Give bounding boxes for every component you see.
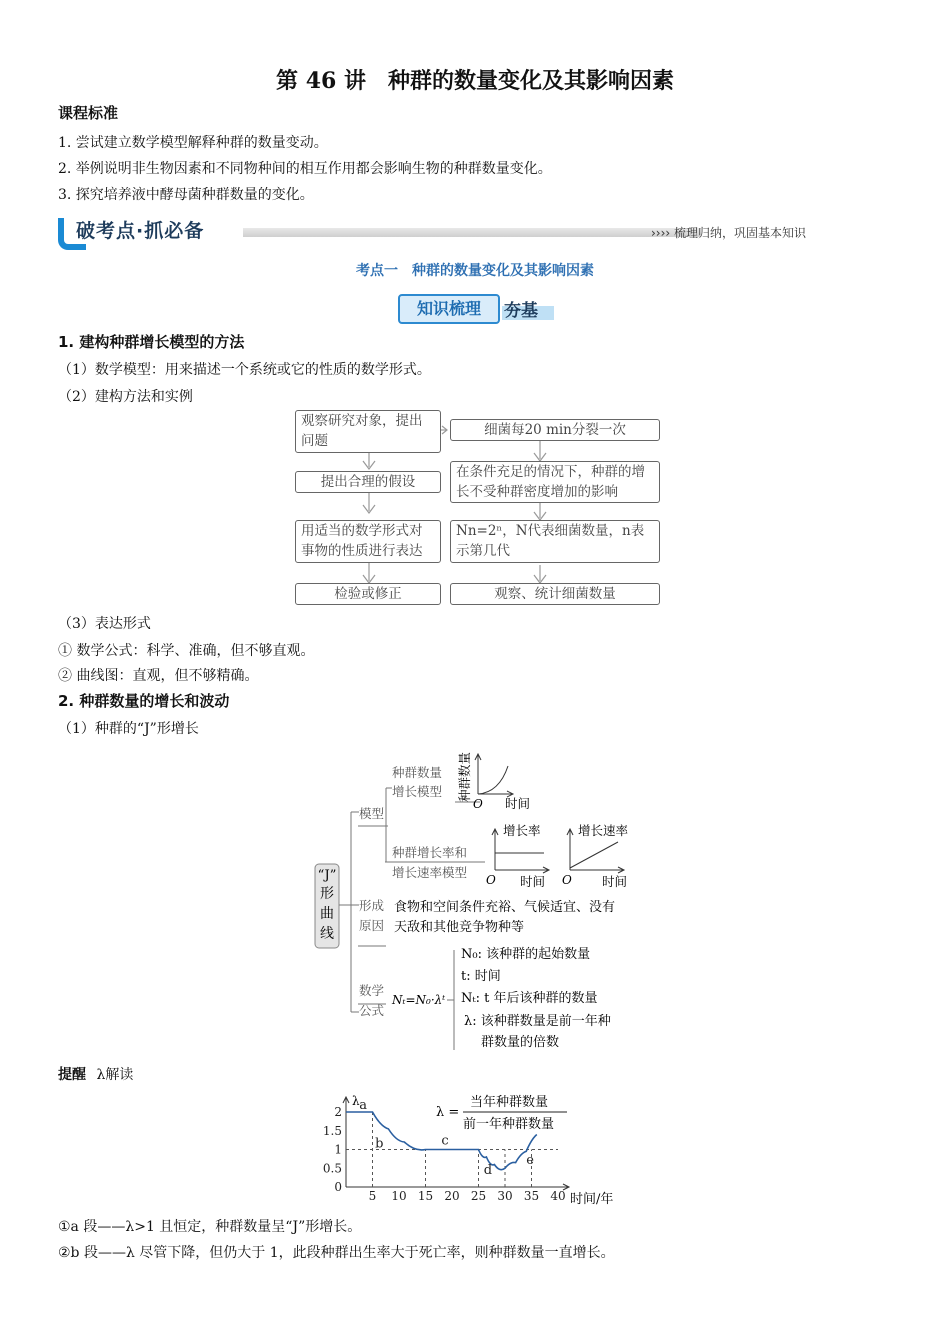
standard-item: 2. 举例说明非生物因素和不同物种间的相互作用都会影响生物的种群数量变化。 (58, 161, 552, 177)
y-tick-label: 0.5 (322, 1161, 342, 1176)
reminder-text: λ解读 (96, 1067, 134, 1083)
section1-p4: ① 数学公式：科学、准确，但不够直观。 (58, 643, 315, 659)
jmap-root: 线 (320, 926, 334, 942)
x-tick-label: 35 (523, 1189, 540, 1203)
x-tick-label: 40 (550, 1189, 566, 1203)
jmap-root: “J” (317, 868, 337, 883)
y-tick-label: 2 (334, 1105, 342, 1119)
y-axis (343, 1097, 349, 1187)
flow-left-4: 检验或修正 (295, 583, 441, 605)
x-tick-label: 30 (497, 1189, 513, 1203)
formula-lhs: λ = (436, 1105, 460, 1120)
standard-item: 3. 探究培养液中酵母菌种群数量的变化。 (58, 187, 314, 203)
x-tick-label: 20 (444, 1189, 460, 1203)
formula-den: 前一年种群数量 (463, 1117, 555, 1132)
chart-ylabel: λ (352, 1094, 360, 1108)
page-title: 第 46 讲 种群的数量变化及其影响因素 (276, 68, 674, 94)
jmap-formula: Nₜ=N₀·λᵗ (392, 993, 446, 1007)
jmap-def: N₀: 该种群的起始数量 (461, 947, 591, 962)
graph2-origin: O (486, 873, 496, 887)
section1-p3: （3）表达形式 (58, 616, 151, 632)
graph1-origin: O (473, 797, 483, 811)
x-tick-label: 15 (417, 1189, 434, 1203)
graph3-ylabel: 增长速率 (578, 823, 629, 838)
jmap-cause: 原因 (359, 918, 385, 933)
jmap-cause-text: 天敌和其他竞争物种等 (394, 920, 525, 935)
jmap-model-a: 种群数量 (392, 765, 443, 780)
section1-p5: ② 曲线图：直观，但不够精确。 (58, 668, 259, 684)
reminder-label: 提醒 (58, 1067, 86, 1083)
x-tick-label: 5 (368, 1189, 377, 1203)
chart-xlabel: 时间/年 (570, 1192, 614, 1207)
standard-item: 1. 尝试建立数学模型解释种群的数量变动。 (58, 135, 328, 151)
formula-num: 当年种群数量 (470, 1095, 549, 1110)
section1-p2: （2）建构方法和实例 (58, 389, 193, 405)
graph1-xlabel: 时间 (505, 796, 531, 811)
jmap-model-a: 增长模型 (392, 784, 443, 799)
graph3-origin: O (562, 873, 572, 887)
segment-label: c (441, 1133, 449, 1149)
jmap-model-b: 种群增长率和 (392, 845, 468, 860)
flow-right-3: Nn=2ⁿ，N代表细菌数量，n表示第几代 (450, 520, 660, 563)
jmap-cause-text: 食物和空间条件充裕、气候适宜、没有 (394, 900, 616, 915)
jmap-formula-label: 数学 (359, 983, 385, 998)
graph2-xlabel: 时间 (520, 874, 546, 889)
segment-label: a (359, 1098, 368, 1113)
after-line: ②b 段——λ 尽管下降，但仍大于 1，此段种群出生率大于死亡率，则种群数量一直增长。 (58, 1245, 615, 1261)
jmap-def: 群数量的倍数 (481, 1035, 560, 1050)
flow-left-3: 用适当的数学形式对事物的性质进行表达 (295, 520, 441, 563)
zhishi-box: 知识梳理 (398, 294, 500, 324)
x-tick-label: 25 (470, 1189, 487, 1203)
flow-right-1: 细菌每20 min分裂一次 (450, 419, 660, 441)
y-tick-label: 0 (334, 1180, 342, 1194)
section2-heading: 2. 种群数量的增长和波动 (58, 692, 230, 710)
jmap-model-b: 增长速率模型 (392, 865, 468, 880)
segment-label: b (375, 1136, 384, 1152)
segment-label: d (483, 1162, 493, 1178)
jmap-root: 形 (320, 886, 334, 902)
jmap-def: Nₜ: t 年后该种群的数量 (461, 991, 598, 1006)
section1-heading: 1. 建构种群增长模型的方法 (58, 333, 245, 351)
section1-p1: （1）数学模型：用来描述一个系统或它的性质的数学形式。 (58, 362, 431, 378)
segment-label: e (526, 1152, 534, 1168)
y-tick-label: 1 (334, 1142, 342, 1157)
flow-left-2: 提出合理的假设 (295, 471, 441, 493)
jmap-formula-label: 公式 (359, 1003, 385, 1018)
graph3-xlabel: 时间 (602, 874, 628, 889)
section2-p1: （1）种群的“J”形增长 (58, 721, 199, 737)
graph1-ylabel: 种群数量 (457, 751, 472, 802)
banner-title: 破考点·抓必备 (76, 220, 205, 242)
jmap-cause: 形成 (359, 898, 385, 913)
x-tick-label: 10 (391, 1189, 407, 1203)
banner-subtitle: ›››› 梳理归纳，巩固基本知识 (651, 226, 807, 240)
flow-right-4: 观察、统计细菌数量 (450, 583, 660, 605)
course-standard-heading: 课程标准 (58, 104, 119, 122)
jmap-model: 模型 (359, 806, 385, 821)
jmap-root: 曲 (320, 906, 334, 922)
after-line: ①a 段——λ>1 且恒定，种群数量呈“J”形增长。 (58, 1219, 362, 1235)
flow-right-2: 在条件充足的情况下，种群的增长不受种群密度增加的影响 (450, 461, 660, 503)
flow-left-1: 观察研究对象，提出问题 (295, 410, 441, 453)
y-tick-label: 1.5 (322, 1123, 342, 1138)
jmap-def: λ: 该种群数量是前一年种 (464, 1014, 611, 1029)
jmap-def: t: 时间 (461, 969, 501, 984)
zhishi-sub: 夯基 (504, 301, 538, 321)
kaodian-title: 考点一 种群的数量变化及其影响因素 (356, 263, 594, 279)
graph2-ylabel: 增长率 (503, 823, 541, 838)
